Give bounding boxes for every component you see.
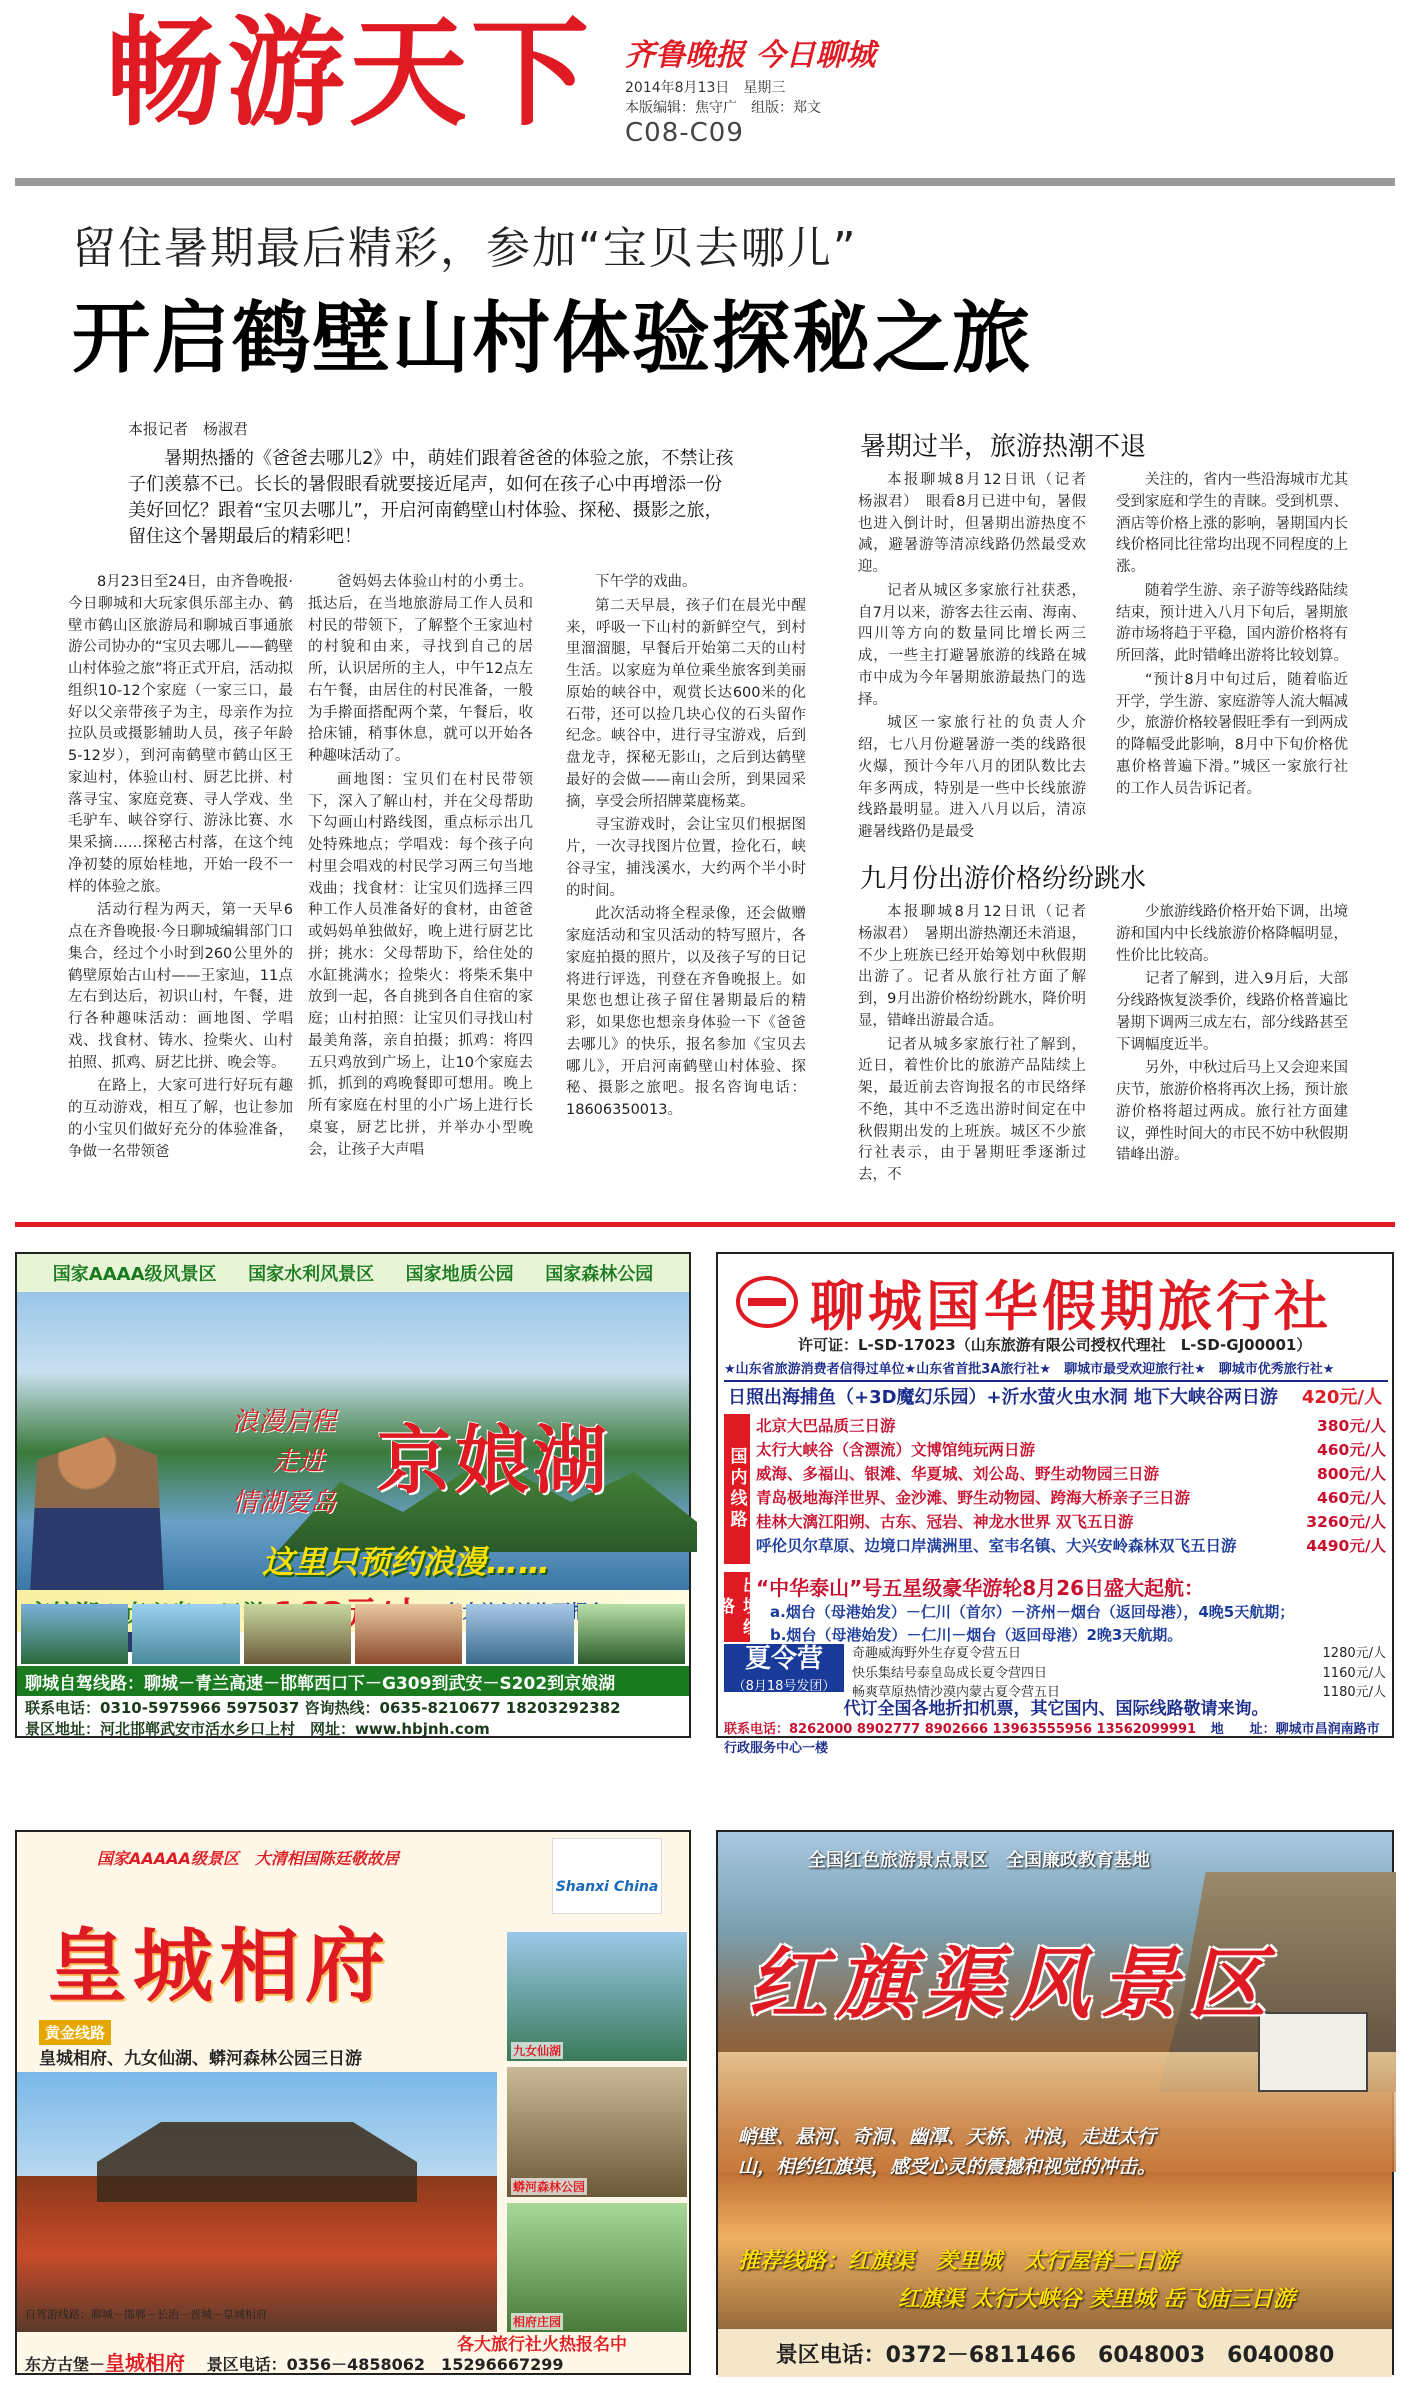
article-byline: 本报记者 杨淑君 <box>128 420 249 438</box>
camp-item-name: 快乐集结号泰皇岛成长夏令营四日 <box>852 1665 1048 1681</box>
ticket-notice: 代订全国各地折扣机票，其它国内、国际线路敬请来询。 <box>843 1699 1269 1719</box>
cruise-option: b.烟台（母港始发）－仁川－烟台（返回母港）2晚3天航期。 <box>770 1625 1183 1644</box>
camp-name: 夏令营 <box>744 1644 823 1674</box>
ad-tag: 国家森林公园 <box>545 1264 654 1285</box>
route-name: 桂林大漓江阳朔、古东、冠岩、神龙水世界 双飞五日游 <box>756 1513 1134 1532</box>
paragraph: 在路上，大家可进行好玩有趣的互动游戏，相互了解，也让参加的小宝贝们做好充分的体验准备，争做一名带领爸 <box>68 1078 293 1160</box>
slogan-line: 走进 <box>272 1447 325 1478</box>
route-price: 380元/人 <box>1316 1417 1386 1435</box>
thumbnail <box>466 1604 573 1664</box>
ad-tag-bar <box>17 1254 689 1292</box>
paragraph: 画地图：宝贝们在村民带领下，深入了解山村，并在父母帮助下勾画山村路线图，重点标示出几处特殊地点；学唱戏：每个孩子向村里会唱戏的村民学习两三句当地戏曲；找食材：让宝贝们选择三四种工作人员准备好的食材，由爸爸或妈妈单独做好，晚上进行厨艺比拼；挑水：父母帮助下，给住处的水缸挑满水；捡柴火：将柴禾集中放到一起，各自挑到各自住宿的家庭；山村拍照：让宝贝们寻找山村最美角落，亲自拍摄；抓鸡：将四五只鸡放到广场上，让10个家庭去抓，抓到的鸡晚餐即可想用。晚上所有家庭在村里的小广场上进行长桌宴，厨艺比拼，并举办小型晚会，让孩子大声唱 <box>308 771 533 1158</box>
agency-phone-text: 联系电话：8262000 8902777 8902666 13963555956 13562099991 <box>724 1722 1197 1737</box>
route-row <box>756 1486 1386 1510</box>
domestic-routes-tab: 国内线路 <box>724 1414 750 1564</box>
recommended-route: 红旗渠 太行大峡谷 羑里城 岳飞庙三日游 <box>898 2287 1295 2312</box>
palace-photo <box>17 2072 497 2332</box>
camp-item-name: 奇趣威海野外生存夏令营五日 <box>852 1646 1022 1661</box>
self-drive-route: 自驾游线路：聊城－邯郸－长治－晋城－皇城相府 <box>25 2308 267 2321</box>
paragraph: 此次活动将全程录像，还会做赠家庭活动和宝贝活动的特写照片，各家庭拍摄的照片，以及孩子写的日记将进行评选，刊登在齐鲁晚报上。如果您也想让孩子留住暑期最后的精彩，如果您也想亲身体验一下《爸爸去哪儿》的快乐，报名参加《宝贝去哪儿》，开启河南鹤壁山村体验、探秘、摄影之旅吧。报名咨询电话：18606350013。 <box>566 906 806 1118</box>
route-row <box>756 1510 1386 1534</box>
ad-promo-line: 这里只预约浪漫…… <box>262 1543 551 1581</box>
camp-item-price: 1160元/人 <box>1322 1665 1386 1681</box>
paragraph: 下午学的戏曲。 <box>595 574 697 590</box>
paper-name: 齐鲁晚报 今日聊城 <box>625 38 876 73</box>
ads-divider-rule <box>15 1222 1395 1227</box>
route-name: 青岛极地海洋世界、金沙滩、野生动物园、跨海大桥亲子三日游 <box>756 1489 1191 1508</box>
ad-scenic-name: 红旗渠风景区 <box>748 1939 1277 2030</box>
side-story-1-column-a <box>858 470 1101 846</box>
paragraph: 本报聊城8月12日讯（记者 杨淑君） 暑期出游热潮还未消退，不少上班族已经开始筹划中秋假期出游了。记者从旅行社方面了解到，9月出游价格纷纷跳水，降价明显，错峰出游最合适。 <box>858 904 1101 1029</box>
ad-topline: 国家AAAAA级景区 大清相国陈廷敬故居 <box>97 1849 399 1868</box>
paragraph: 城区一家旅行社的负责人介绍，七八月份避暑游一类的线路很火爆，预计今年八月的团队数比去年多两成，特别是一些中长线旅游线路最明显。进入八月以后，清凉避暑线路仍是最受 <box>858 715 1086 840</box>
paragraph: 记者从城区多家旅行社获悉，自7月以来，游客去往云南、海南、四川等方向的数量同比增长两三成，一些主打避暑旅游的线路在城市中成为今年暑期旅游最热门的选择。 <box>858 582 1086 708</box>
registration-note: 各大旅行社火热报名中 <box>457 2335 627 2355</box>
cruise-title: “中华泰山”号五星级豪华游轮8月26日盛大起航： <box>756 1576 1205 1600</box>
camp-date: （8月18号发团） <box>732 1679 836 1695</box>
article-kicker: 留住暑期最后精彩，参加“宝贝去哪儿” <box>72 223 858 274</box>
route-price: 460元/人 <box>1316 1441 1386 1460</box>
bottom-label: 东方古堡－ <box>25 2355 106 2374</box>
paragraph: 寻宝游戏时，会让宝贝们根据图片，一次寻找图片位置，捡化石，峡谷寻宝，捕浅溪水，大约两个半小时的时间。 <box>566 817 806 899</box>
gold-route-name: 皇城相府、九女仙湖、蟒河森林公园三日游 <box>39 2049 362 2069</box>
ad-hongqi-canal[interactable] <box>716 1830 1394 2375</box>
cruise-option: a.烟台（母港始发）－仁川（首尔）－济州－烟台（返回母港），4晚5天航期； <box>770 1603 1295 1621</box>
camp-item-price: 1280元/人 <box>1322 1646 1386 1661</box>
paragraph: 随着学生游、亲子游等线路陆续结束，预计进入八月下旬后，暑期旅游市场将趋于平稳，国内游价格将有所回落，此时错峰出游将比较划算。 <box>1116 582 1348 664</box>
ad-topline: 全国红色旅游景点景区 全国廉政教育基地 <box>808 1850 1150 1871</box>
camp-row <box>852 1644 1386 1664</box>
photo-label: 相府庄园 <box>513 2314 562 2329</box>
featured-tour-price: 420元/人 <box>1301 1387 1382 1408</box>
recommended-route: 推荐线路：红旗渠 羑里城 太行屋脊二日游 <box>738 2249 1179 2274</box>
scenic-photo <box>507 1932 687 2061</box>
ad-slogan <box>232 1402 336 1523</box>
paragraph: 爸妈妈去体验山村的小勇士。抵达后，在当地旅游局工作人员和村民的带领下，了解整个王家辿村的村貌和由来，寻找到自己的居所，认识居所的主人，中午12点左右午餐，由居住的村民准备，一般为手擀面搭配两个菜，午餐后，收拾床铺，稍事休息，就可以开始各种趣味活动了。 <box>308 574 533 764</box>
route-price: 4490元/人 <box>1306 1537 1386 1556</box>
paragraph: 第二天早晨，孩子们在晨光中醒来，呼吸一下山村的新鲜空气，到村里溜溜腿，早餐后开始第二天的山村生活。以家庭为单位乘坐旅客到美丽原始的峡谷中，观赏长达600米的化石带，还可以捡几块心仪的石头留作纪念。峡谷中，进行寻宝游戏，后到盘龙寺，探秘无影山，之后到达鹤壁最好的会做——南山会所，到果园采摘，享受会所招牌菜鹿杨菜。 <box>566 597 806 810</box>
lake-photo <box>17 1292 689 1612</box>
scenic-photo <box>507 2067 687 2196</box>
photo-label: 九女仙湖 <box>513 2044 562 2059</box>
thumbnail-strip <box>17 1604 689 1664</box>
camp-row <box>852 1664 1386 1684</box>
route-row <box>756 1534 1386 1558</box>
gold-route-badge: 黄金线路 <box>39 2020 111 2045</box>
paragraph: 本报聊城8月12日讯（记者 杨淑君） 眼看8月已进中旬，暑假也进入倒计时，但暑期出游热度不减，避暑游等清凉线路仍然最受欢迎。 <box>858 472 1101 575</box>
article-lead: 暑期热播的《爸爸去哪儿2》中，萌娃们跟着爸爸的体验之旅，不禁让孩子们羡慕不已。长长的暑假眼看就要接近尾声，如何在孩子心中再增添一份美好回忆？跟着“宝贝去哪儿”，开启河南鹤壁山村体验、探秘、摄影之旅，留住这个暑期最后的精彩吧！ <box>128 448 734 548</box>
photo-column <box>507 1932 687 2332</box>
agency-phone <box>724 1718 1392 1756</box>
paragraph: 另外，中秋过后马上又会迎来国庆节，旅游价格将再次上扬，预计旅游价格将超过两成。旅行社方面建议，弹性时间大的市民不妨中秋假期错峰出游。 <box>1116 1060 1348 1164</box>
route-name: 北京大巴品质三日游 <box>756 1417 896 1435</box>
summer-camp-badge <box>724 1644 844 1695</box>
route-row <box>756 1462 1386 1486</box>
side-story-1-column-b <box>1116 470 1348 802</box>
ad-scenic-name: 京娘湖 <box>377 1418 611 1504</box>
thumbnail <box>132 1604 239 1664</box>
article-column-2 <box>308 572 533 1163</box>
agency-license: 许可证：L-SD-17023（山东旅游有限公司授权代理社 L-SD-GJ00001） <box>798 1336 1312 1354</box>
paragraph: 8月23日至24日，由齐鲁晚报·今日聊城和大玩家俱乐部主办、鹤壁市鹤山区旅游局和聊城百事通旅游公司协办的“宝贝去哪儿——鹤壁山村体验之旅”将正式开启，活动拟组织10-12个家庭（一家三口，最好以父亲带孩子为主，母亲作为拉拉队员或摄影辅助人员，孩子年龄5-12岁），到河南鹤壁市鹤山区王家辿村，体验山村、厨艺比拼、村落寻宝、家庭竞赛、寻人学戏、坐毛驴车、峡谷穿行、游泳比赛、水果采摘……探秘古村落，在这个纯净初婪的原始桂地，开始一段不一样的体验之旅。 <box>68 574 294 895</box>
agency-awards: ★山东省旅游消费者信得过单位★山东省首批3A旅行社★ 聊城市最受欢迎旅行社★ 聊城市优秀旅行社★ <box>724 1362 1335 1377</box>
thumbnail <box>355 1604 462 1664</box>
route-name: 太行大峡谷（含漂流）文博馆纯玩两日游 <box>756 1441 1036 1460</box>
thumbnail <box>244 1604 351 1664</box>
route-name: 呼伦贝尔草原、边境口岸满洲里、室韦名镇、大兴安岭森林双飞五日游 <box>756 1537 1237 1556</box>
paragraph: 活动行程为两天，第一天早6点在齐鲁晚报·今日聊城编辑部门口集合，经过个小时到260公里外的鹤壁原始古山村——王家辿，11点左右到达后，初识山村，午餐，进行各种趣味活动：画地图、学唱戏、找食材、铸水、捡柴火、山村拍照、抓鸡、厨艺比拼、晚会等。 <box>68 902 293 1071</box>
ad-huangcheng-xiangfu[interactable] <box>15 1830 691 2375</box>
side-story-2-column-b <box>1116 902 1348 1169</box>
thumbnail <box>21 1604 128 1664</box>
scenic-photo <box>507 2203 687 2332</box>
ad-bottom-line <box>25 2347 564 2376</box>
bottom-phone: 景区电话：0356－4858062 15296667299 <box>206 2355 564 2374</box>
ad-description: 峭壁、悬河、奇洞、幽潭、天桥、冲浪，走进太行山，相约红旗渠，感受心灵的震撼和视觉的冲击。 <box>738 2126 1157 2179</box>
driving-route: 聊城自驾线路：聊城－青兰高速－邯郸西口下－G309到武安－S202到京娘湖 <box>17 1666 689 1696</box>
article-column-3 <box>566 572 806 1124</box>
paragraph: “预计8月中旬过后，随着临近开学，学生游、家庭游等人流大幅减少，旅游价格较暑假旺季有一到两成的降幅受此影响，8月中下旬价格优惠价格普遍下滑。”城区一家旅行社的工作人员告诉记者。 <box>1116 671 1348 797</box>
route-name: 威海、多福山、银滩、华夏城、刘公岛、野生动物园三日游 <box>756 1465 1160 1484</box>
agency-name: 聊城国华假期旅行社 <box>810 1274 1332 1338</box>
slogan-line: 情湖爱岛 <box>232 1487 337 1518</box>
masthead <box>0 0 1409 180</box>
ad-tag: 国家地质公园 <box>405 1264 514 1285</box>
side-story-2-headline: 九月份出游价格纷纷跳水 <box>860 864 1147 894</box>
outbound-routes-tab: 出境线路 <box>724 1572 750 1642</box>
route-row <box>756 1438 1386 1462</box>
editor-line: 本版编辑：焦守广 组版：郑文 <box>625 100 821 117</box>
route-price: 3260元/人 <box>1306 1513 1386 1532</box>
camp-item-name: 畅爽草原热情沙漠内蒙古夏令营五日 <box>852 1685 1061 1700</box>
ad-scenic-name: 皇城相府 <box>47 1919 391 2013</box>
ad-guohua-travel-agency[interactable] <box>714 1252 1394 1756</box>
featured-tour <box>724 1380 1388 1410</box>
route-price: 800元/人 <box>1316 1465 1386 1484</box>
ad-contact <box>25 1698 621 1740</box>
route-price: 460元/人 <box>1316 1489 1386 1508</box>
issue-meta <box>625 78 821 119</box>
article-column-1 <box>68 572 293 1165</box>
agency-address: 地 址：聊城市昌润南路市行政服务中心一楼 <box>724 1722 1380 1756</box>
date-line: 2014年8月13日 星期三 <box>625 80 786 96</box>
bottom-name: 皇城相府 <box>105 2351 186 2375</box>
shanxi-brand-logo: Shanxi China <box>552 1838 662 1914</box>
photo-label: 蟒河森林公园 <box>513 2179 586 2194</box>
thumbnail <box>578 1604 685 1664</box>
ad-tag: 国家水利风景区 <box>248 1264 375 1285</box>
paragraph: 少旅游线路价格开始下调，出境游和国内中长线旅游价格降幅明显，性价比比较高。 <box>1116 904 1348 964</box>
scenic-phone: 景区电话：0372－6811466 6048003 6040080 <box>718 2329 1392 2377</box>
domestic-route-list <box>756 1414 1386 1558</box>
paragraph: 关注的，省内一些沿海城市尤其受到家庭和学生的青睐。受到机票、酒店等价格上涨的影响，暑期国内长线价格同比往常均出现不同程度的上涨。 <box>1116 472 1348 575</box>
ad-jingniang-lake[interactable] <box>15 1252 691 1738</box>
featured-tour-name: 日照出海捕鱼（+3D魔幻乐园）+沂水萤火虫水洞 地下大峡谷两日游 <box>728 1387 1278 1408</box>
route-row <box>756 1414 1386 1438</box>
camp-item-price: 1180元/人 <box>1322 1685 1386 1700</box>
paragraph: 记者从城多家旅行社了解到，近日，着性价比的旅游产品陆续上架，最近前去咨询报名的市民络绎不绝，其中不乏选出游时间定在中秋假期出发的上班族。城区不少旅行社表示，由于暑期旺季逐渐过去，不 <box>858 1036 1086 1183</box>
slogan-line: 浪漫启程 <box>232 1407 337 1437</box>
article-headline: 开启鹤壁山村体验探秘之旅 <box>72 293 1033 384</box>
cruise-offer <box>756 1572 1386 1646</box>
page-numbers: C08-C09 <box>625 118 744 148</box>
section-title: 畅游天下 <box>105 3 594 142</box>
side-story-1-headline: 暑期过半，旅游热潮不退 <box>860 432 1147 462</box>
masthead-rule <box>15 178 1395 186</box>
paragraph: 记者了解到，进入9月后，大部分线路恢复淡季价，线路价格普遍比暑期下调两三成左右，部分线路甚至下调幅度近半。 <box>1116 971 1348 1053</box>
contact-address: 景区地址：河北邯郸武安市活水乡口上村 网址：www.hbjnh.com <box>25 1720 490 1738</box>
agency-logo-icon <box>736 1276 798 1328</box>
side-story-2-column-a <box>858 902 1101 1189</box>
ad-tag: 国家AAAA级风景区 <box>52 1264 217 1285</box>
contact-phone: 联系电话：0310-5975966 5975037 咨询热线：0635-8210677 18203292382 <box>25 1699 621 1717</box>
